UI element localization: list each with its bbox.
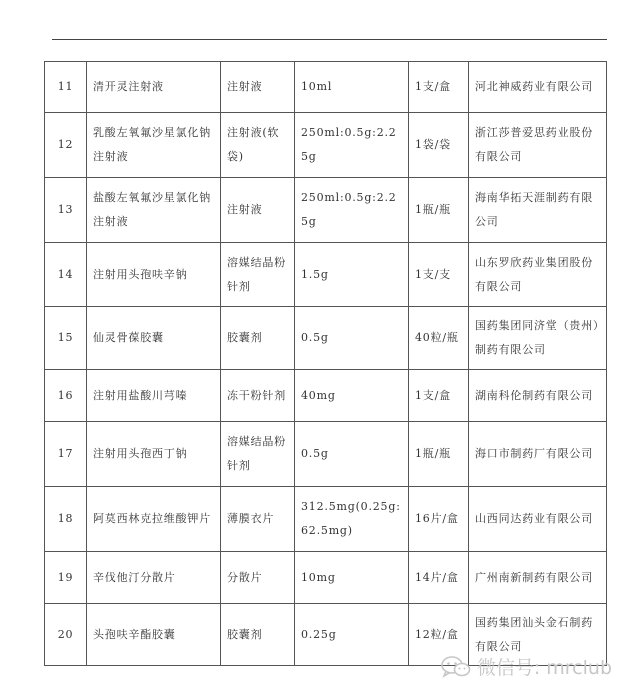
wechat-watermark <box>441 653 612 680</box>
row-number: 20 <box>45 604 87 666</box>
drug-name: 盐酸左氧氟沙星氯化钠注射液 <box>87 178 221 243</box>
drug-name: 清开灵注射液 <box>87 62 221 113</box>
row-number: 16 <box>45 370 87 422</box>
table-row <box>45 243 607 307</box>
package: 14片/盒 <box>409 552 469 604</box>
dosage-form: 分散片 <box>221 552 295 604</box>
specification: 1.5g <box>295 243 409 307</box>
drug-table <box>44 61 607 666</box>
manufacturer: 河北神威药业有限公司 <box>469 62 607 113</box>
specification: 10mg <box>295 552 409 604</box>
package: 1瓶/瓶 <box>409 178 469 243</box>
package: 12粒/盒 <box>409 604 469 666</box>
row-number: 17 <box>45 422 87 487</box>
manufacturer: 山东罗欣药业集团股份有限公司 <box>469 243 607 307</box>
dosage-form: 胶囊剂 <box>221 307 295 370</box>
package: 1袋/袋 <box>409 113 469 178</box>
table-row <box>45 552 607 604</box>
package: 40粒/瓶 <box>409 307 469 370</box>
drug-name: 注射用盐酸川芎嗪 <box>87 370 221 422</box>
table-row <box>45 370 607 422</box>
table-row <box>45 487 607 552</box>
specification: 0.5g <box>295 422 409 487</box>
manufacturer: 浙江莎普爱思药业股份有限公司 <box>469 113 607 178</box>
header-rule <box>52 39 607 40</box>
dosage-form: 注射液 <box>221 62 295 113</box>
dosage-form: 胶囊剂 <box>221 604 295 666</box>
table-row <box>45 62 607 113</box>
dosage-form: 薄膜衣片 <box>221 487 295 552</box>
row-number: 19 <box>45 552 87 604</box>
row-number: 18 <box>45 487 87 552</box>
specification: 250ml:0.5g:2.25g <box>295 113 409 178</box>
drug-name: 注射用头孢呋辛钠 <box>87 243 221 307</box>
manufacturer: 广州南新制药有限公司 <box>469 552 607 604</box>
dosage-form: 冻干粉针剂 <box>221 370 295 422</box>
row-number: 14 <box>45 243 87 307</box>
specification: 250ml:0.5g:2.25g <box>295 178 409 243</box>
manufacturer: 山西同达药业有限公司 <box>469 487 607 552</box>
table-row <box>45 113 607 178</box>
drug-name: 辛伐他汀分散片 <box>87 552 221 604</box>
package: 1支/盒 <box>409 370 469 422</box>
wechat-icon <box>441 655 471 679</box>
dosage-form: 溶媒结晶粉针剂 <box>221 422 295 487</box>
dosage-form: 溶媒结晶粉针剂 <box>221 243 295 307</box>
table-row <box>45 307 607 370</box>
specification: 40mg <box>295 370 409 422</box>
watermark-text: 微信号: mrclub <box>476 657 612 679</box>
drug-name: 注射用头孢西丁钠 <box>87 422 221 487</box>
row-number: 12 <box>45 113 87 178</box>
manufacturer: 国药集团汕头金石制药有限公司 <box>469 604 607 666</box>
package: 1支/盒 <box>409 62 469 113</box>
manufacturer: 海口市制药厂有限公司 <box>469 422 607 487</box>
drug-name: 头孢呋辛酯胶囊 <box>87 604 221 666</box>
specification: 0.25g <box>295 604 409 666</box>
manufacturer: 海南华拓天涯制药有限公司 <box>469 178 607 243</box>
dosage-form: 注射液(软袋) <box>221 113 295 178</box>
manufacturer: 湖南科伦制药有限公司 <box>469 370 607 422</box>
drug-name: 阿莫西林克拉维酸钾片 <box>87 487 221 552</box>
table-row <box>45 422 607 487</box>
specification: 312.5mg(0.25g:62.5mg) <box>295 487 409 552</box>
drug-name: 仙灵骨葆胶囊 <box>87 307 221 370</box>
specification: 0.5g <box>295 307 409 370</box>
drug-name: 乳酸左氧氟沙星氯化钠注射液 <box>87 113 221 178</box>
dosage-form: 注射液 <box>221 178 295 243</box>
manufacturer: 国药集团同济堂（贵州）制药有限公司 <box>469 307 607 370</box>
table-row <box>45 178 607 243</box>
row-number: 11 <box>45 62 87 113</box>
package: 1支/支 <box>409 243 469 307</box>
row-number: 15 <box>45 307 87 370</box>
package: 1瓶/瓶 <box>409 422 469 487</box>
row-number: 13 <box>45 178 87 243</box>
package: 16片/盒 <box>409 487 469 552</box>
specification: 10ml <box>295 62 409 113</box>
